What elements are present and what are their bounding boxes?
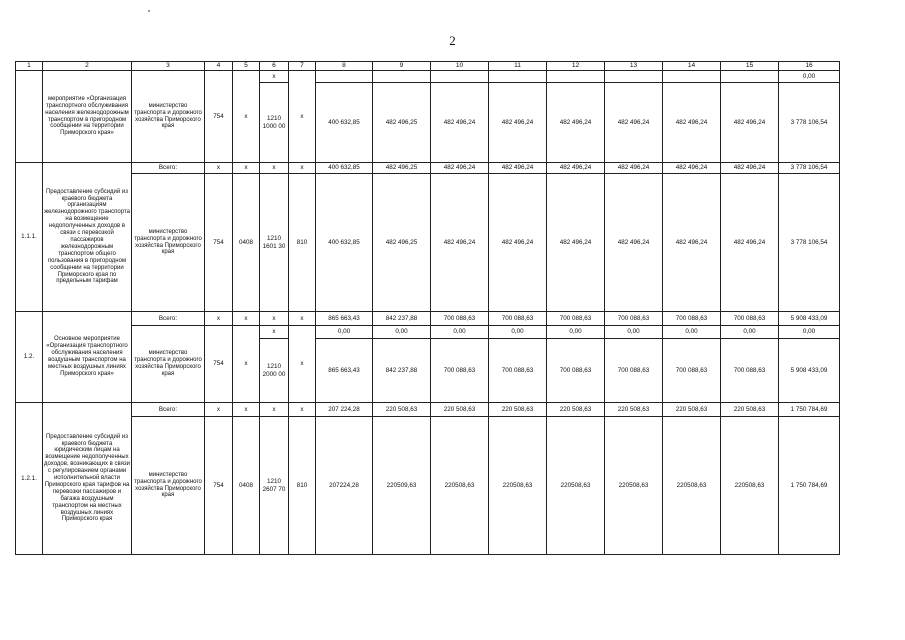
cell: Всего: xyxy=(132,403,205,417)
cell: Всего: xyxy=(132,312,205,326)
cell: 482 496,24 xyxy=(721,174,779,312)
row-number-cell xyxy=(16,71,43,163)
header-cell: 3 xyxy=(132,62,205,71)
table-row xyxy=(16,163,840,174)
header-cell: 10 xyxy=(431,62,489,71)
cell: 220509,63 xyxy=(373,417,431,555)
header-row xyxy=(16,62,840,71)
cell: 220508,63 xyxy=(431,417,489,555)
cell: 0,00 xyxy=(373,326,431,339)
page-number: 2 xyxy=(449,33,456,48)
cell: 700 088,63 xyxy=(547,339,605,403)
cell: 754 xyxy=(205,71,233,163)
table-row xyxy=(16,403,840,417)
cell: 3 778 106,54 xyxy=(779,83,840,163)
cell xyxy=(547,71,605,83)
budget-table xyxy=(15,61,840,555)
header-cell: 11 xyxy=(489,62,547,71)
cell: х xyxy=(233,403,260,417)
executor-cell: министерство транспорта и дорожного хозяйства Приморского края xyxy=(132,71,205,163)
cell: 1210 1000 00 xyxy=(260,83,289,163)
cell: 482 496,24 xyxy=(547,163,605,174)
cell: 207 224,28 xyxy=(316,403,373,417)
header-cell: 15 xyxy=(721,62,779,71)
cell: 482 496,24 xyxy=(663,174,721,312)
header-cell: 14 xyxy=(663,62,721,71)
header-cell: 8 xyxy=(316,62,373,71)
cell: 810 xyxy=(289,174,316,312)
cell: 0,00 xyxy=(605,326,663,339)
cell: 700 088,63 xyxy=(431,312,489,326)
cell: 0,00 xyxy=(721,326,779,339)
cell: 482 496,24 xyxy=(431,174,489,312)
cell: х xyxy=(260,403,289,417)
cell: 482 496,24 xyxy=(489,163,547,174)
cell: 5 908 433,09 xyxy=(779,312,840,326)
cell: 0,00 xyxy=(779,71,840,83)
cell: 220 508,63 xyxy=(663,403,721,417)
cell: х xyxy=(205,163,233,174)
table-row xyxy=(16,71,840,83)
cell xyxy=(373,71,431,83)
activity-name-cell: Предоставление субсидий из краевого бюджета организациям железнодорожного транспорта на возмещение недополученных доходов в связи с перевозкой пассажиров железнодорожным транспортом общего пользования в пригородном сообщении на территории Приморского края по предельным тарифам xyxy=(43,163,132,312)
cell: 842 237,88 xyxy=(373,339,431,403)
cell: х xyxy=(289,163,316,174)
cell: 482 496,24 xyxy=(663,83,721,163)
table-row xyxy=(16,174,840,312)
executor-cell: министерство транспорта и дорожного хозяйства Приморского края xyxy=(132,417,205,555)
cell: 1 750 784,69 xyxy=(779,417,840,555)
header-cell: 4 xyxy=(205,62,233,71)
cell: 400 632,85 xyxy=(316,163,373,174)
cell: х xyxy=(205,403,233,417)
cell: 482 496,24 xyxy=(663,163,721,174)
table-row xyxy=(16,417,840,555)
cell: 482 496,24 xyxy=(605,174,663,312)
cell: 700 088,63 xyxy=(663,312,721,326)
cell: 220508,63 xyxy=(605,417,663,555)
cell xyxy=(489,71,547,83)
cell: 220 508,63 xyxy=(547,403,605,417)
cell: х xyxy=(260,326,289,339)
cell: 0,00 xyxy=(547,326,605,339)
header-cell: 7 xyxy=(289,62,316,71)
cell: 0,00 xyxy=(431,326,489,339)
cell: 482 496,24 xyxy=(547,83,605,163)
cell: х xyxy=(289,71,316,163)
cell: х xyxy=(260,163,289,174)
cell: 220508,63 xyxy=(721,417,779,555)
cell: 220508,63 xyxy=(663,417,721,555)
cell: 220 508,63 xyxy=(489,403,547,417)
row-number-cell: 1.1.1. xyxy=(16,163,43,312)
cell: х xyxy=(233,312,260,326)
cell: 700 088,63 xyxy=(547,312,605,326)
cell: 865 663,43 xyxy=(316,312,373,326)
cell: 482 496,25 xyxy=(373,163,431,174)
cell: 754 xyxy=(205,174,233,312)
cell: 0,00 xyxy=(663,326,721,339)
row-number-cell: 1.2. xyxy=(16,312,43,403)
cell: 220 508,63 xyxy=(431,403,489,417)
cell: 700 088,63 xyxy=(431,339,489,403)
cell: х xyxy=(233,163,260,174)
cell: 482 496,24 xyxy=(489,83,547,163)
cell: х xyxy=(260,312,289,326)
scan-speck xyxy=(148,10,150,12)
cell: 0408 xyxy=(233,417,260,555)
cell: 482 496,24 xyxy=(605,83,663,163)
cell: 754 xyxy=(205,417,233,555)
cell: 482 496,24 xyxy=(431,163,489,174)
cell: 700 088,63 xyxy=(605,312,663,326)
cell: х xyxy=(233,71,260,163)
cell: 5 908 433,09 xyxy=(779,339,840,403)
cell xyxy=(316,71,373,83)
cell: 700 088,63 xyxy=(489,312,547,326)
header-cell: 16 xyxy=(779,62,840,71)
cell: 482 496,24 xyxy=(547,174,605,312)
cell: 400 632,85 xyxy=(316,174,373,312)
cell: Всего: xyxy=(132,163,205,174)
cell: х xyxy=(289,403,316,417)
table-row xyxy=(16,326,840,339)
cell: 482 496,24 xyxy=(605,163,663,174)
activity-name-cell: Основное мероприятие «Организация транспортного обслуживания населения воздушным транспортом на местных воздушных линиях Приморского края» xyxy=(43,312,132,403)
header-cell: 13 xyxy=(605,62,663,71)
cell: 220508,63 xyxy=(489,417,547,555)
row-number-cell: 1.2.1. xyxy=(16,403,43,555)
cell: 220508,63 xyxy=(547,417,605,555)
cell: 1210 1601 30 xyxy=(260,174,289,312)
cell: 0408 xyxy=(233,174,260,312)
cell xyxy=(431,71,489,83)
cell xyxy=(663,71,721,83)
cell: 400 632,85 xyxy=(316,83,373,163)
activity-name-cell: мероприятие «Организация транспортного обслуживания населения железнодорожным транспортом в пригородном сообщении на территории Приморского края» xyxy=(43,71,132,163)
cell: 842 237,88 xyxy=(373,312,431,326)
cell: 0,00 xyxy=(316,326,373,339)
cell: 0,00 xyxy=(489,326,547,339)
cell: х xyxy=(233,326,260,403)
cell: 700 088,63 xyxy=(663,339,721,403)
header-cell: 6 xyxy=(260,62,289,71)
cell: 700 088,63 xyxy=(721,339,779,403)
cell: 482 496,25 xyxy=(373,174,431,312)
cell: 700 088,63 xyxy=(489,339,547,403)
cell: 1210 2607 70 xyxy=(260,417,289,555)
executor-cell: министерство транспорта и дорожного хозяйства Приморского края xyxy=(132,326,205,403)
cell: 207224,28 xyxy=(316,417,373,555)
cell: 1210 2000 00 xyxy=(260,339,289,403)
cell: х xyxy=(289,312,316,326)
cell xyxy=(605,71,663,83)
cell xyxy=(721,71,779,83)
cell: 700 088,63 xyxy=(721,312,779,326)
cell: х xyxy=(260,71,289,83)
cell: 810 xyxy=(289,417,316,555)
cell: 220 508,63 xyxy=(605,403,663,417)
cell: х xyxy=(289,326,316,403)
cell: 3 778 106,54 xyxy=(779,163,840,174)
cell: 482 496,25 xyxy=(373,83,431,163)
header-cell: 12 xyxy=(547,62,605,71)
header-cell: 5 xyxy=(233,62,260,71)
activity-name-cell: Предоставление субсидий из краевого бюджета юридическим лицам на возмещение недополученных доходов, возникающих в связи с регулированием органами исполнительной власти Приморского края тарифов на перевозки пассажиров и багажа воздушным транспортом на местных воздушных линиях Приморского края xyxy=(43,403,132,555)
cell: 865 663,43 xyxy=(316,339,373,403)
header-cell: 9 xyxy=(373,62,431,71)
cell: 482 496,24 xyxy=(721,83,779,163)
cell: 482 496,24 xyxy=(489,174,547,312)
executor-cell: министерство транспорта и дорожного хозяйства Приморского края xyxy=(132,174,205,312)
cell: х xyxy=(205,312,233,326)
cell: 1 750 784,69 xyxy=(779,403,840,417)
cell: 220 508,63 xyxy=(373,403,431,417)
cell: 0,00 xyxy=(779,326,840,339)
header-cell: 2 xyxy=(43,62,132,71)
cell: 482 496,24 xyxy=(431,83,489,163)
cell: 3 778 106,54 xyxy=(779,174,840,312)
cell: 482 496,24 xyxy=(721,163,779,174)
cell: 700 088,63 xyxy=(605,339,663,403)
header-cell: 1 xyxy=(16,62,43,71)
cell: 754 xyxy=(205,326,233,403)
cell: 220 508,63 xyxy=(721,403,779,417)
table-row xyxy=(16,312,840,326)
